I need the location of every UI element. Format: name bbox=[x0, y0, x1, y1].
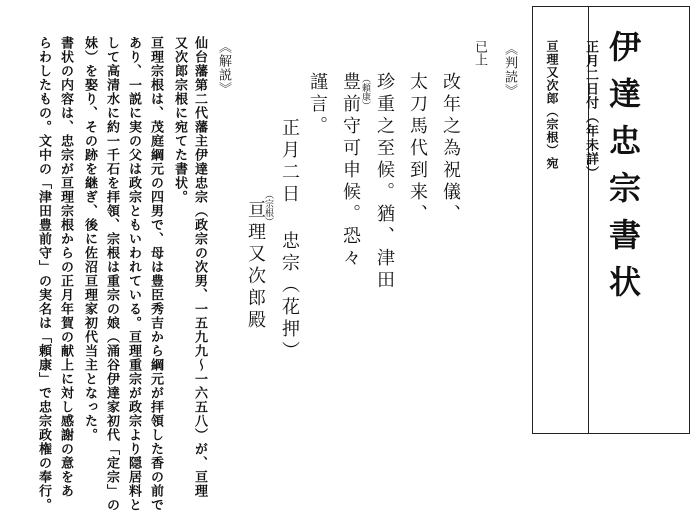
commentary-line: 妹）を娶り、その跡を継ぎ、後に佐沼亘理家初代当主となった。 bbox=[82, 36, 97, 442]
transcription-line: 謹言。 bbox=[307, 72, 328, 138]
document-title: 伊達忠宗書状 bbox=[604, 30, 642, 312]
commentary-line: あり、一説に実の父は政宗ともいわれている。亘理重宗が政宗より隠居料と bbox=[126, 36, 141, 512]
date-line: 正月二日付（年未詳） bbox=[583, 40, 598, 180]
transcription-line: 太刀馬代到来、 bbox=[407, 72, 428, 226]
transcription-label: 《判読》 bbox=[502, 42, 517, 98]
commentary-label: 《解説》 bbox=[216, 40, 231, 96]
annotation-yorinaka: （頼康） bbox=[360, 74, 370, 110]
commentary-line: 亘理宗根は、茂庭綱元の四男で、母は豊臣秀吉から綱元が拝領した香の前で bbox=[148, 36, 163, 512]
transcription-line: 正月二日 忠宗（花押） bbox=[279, 118, 300, 363]
transcription-line: 豊前守可申候。恐々 bbox=[340, 72, 361, 270]
recipient-salutation: 亘理又次郎殿 bbox=[245, 200, 266, 332]
marker-text: 已上 bbox=[472, 40, 487, 66]
commentary-line: らわしたもの。文中の「津田豊前守」の実名は「頼康」で忠宗政権の奉行。 bbox=[36, 36, 51, 512]
commentary-line: 又次郎宗根に宛てた書状。 bbox=[172, 36, 187, 204]
commentary-line: 仙台藩第二代藩主伊達忠宗（政宗の次男、一五九九～一六五八）が、亘理 bbox=[192, 36, 207, 498]
commentary-line: 書状の内容は、忠宗が亘理宗根からの正月年賀の献上に対し感謝の意をあ bbox=[58, 36, 73, 498]
transcription-line: 改年之為祝儀、 bbox=[440, 72, 461, 226]
recipient-line: 亘理又次郎（宗根）宛 bbox=[545, 40, 559, 170]
transcription-line: 珍重之至候。猶、津田 bbox=[374, 72, 395, 292]
commentary-line: して高清水に約一千石を拝領、宗根は重宗の娘（涌谷伊達家初代「定宗」の bbox=[104, 36, 119, 512]
annotation-munene: （宗根） bbox=[263, 190, 273, 226]
